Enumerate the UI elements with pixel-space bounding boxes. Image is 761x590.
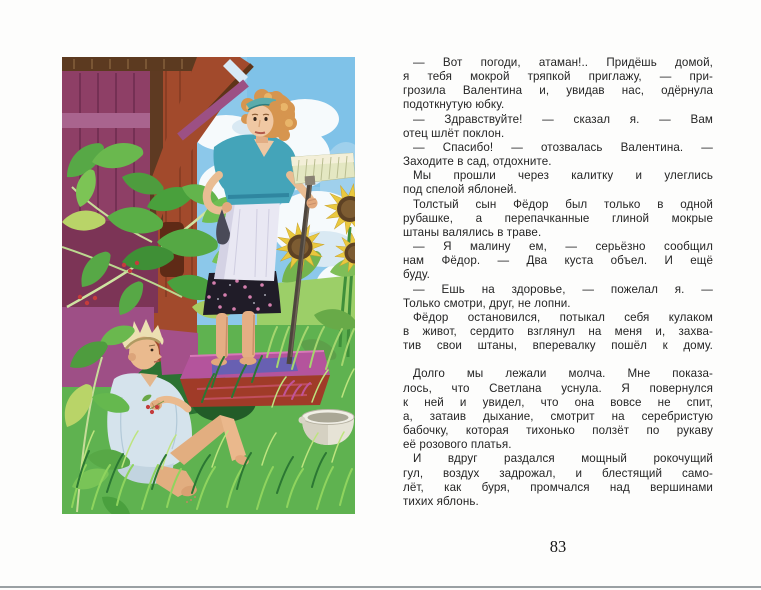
text-line: нам Фёдор. — Два куста объел. И ещё (403, 254, 713, 268)
book-illustration (62, 57, 355, 514)
text-line: её розового платья. (403, 438, 512, 452)
text-line: Фёдор остановился, потыкал себя кулаком (413, 310, 713, 324)
text-line: к ней и увидел, что она вовсе не спит, (403, 395, 713, 409)
paragraph (403, 169, 713, 197)
paragraph (403, 283, 713, 311)
text-line: Только смотри, друг, не лопни. (403, 296, 571, 310)
text-line: — Здравствуйте! — сказал я. — Вам (413, 112, 713, 126)
barn-door (62, 69, 154, 221)
text-line: гул, воздух задрожал, и блестящий само- (403, 466, 713, 480)
text-line: штаны валялись в траве. (403, 225, 542, 239)
page-number: 83 (549, 537, 567, 556)
text-line: бабочку, которая тихонько ползёт по рукаву (403, 424, 713, 438)
text-line: — Вот погоди, атаман!.. Придёшь домой, (413, 56, 713, 69)
text-line: буду. (403, 268, 430, 282)
text-line: — Спасибо! — отозвалась Валентина. — (413, 140, 713, 154)
paragraph (403, 198, 713, 240)
text-line: в живот, сердито взглянул на меня и, захва- (403, 324, 713, 338)
paragraph (403, 240, 713, 282)
text-line: под спелой яблоней. (403, 183, 517, 197)
paragraph (403, 141, 713, 169)
text-line: рубашке, а перепачканные глиной мокрые (403, 211, 713, 225)
text-line: лёт, как буря, промчался над вершинами (403, 480, 713, 494)
text-line: Толстый сын Фёдор был только в одной (413, 197, 713, 211)
paragraph (403, 367, 713, 452)
text-line: — Ешь на здоровье, — пожелал я. — (413, 282, 713, 296)
text-line: лось, что Светлана уснула. Я повернулся (403, 381, 713, 395)
illustration-canvas (62, 57, 355, 514)
paragraph (403, 311, 713, 353)
page-bottom-divider (0, 586, 761, 588)
text-line: Заходите в сад, отдохните. (403, 155, 552, 169)
text-line: Мы прошли через калитку и улеглись (413, 169, 713, 183)
text-line: Долго мы лежали молча. Мне показа- (413, 367, 713, 381)
paragraph (403, 56, 713, 113)
story-text (403, 56, 713, 509)
text-line: тихих яблонь. (403, 494, 479, 508)
paragraph (403, 113, 713, 141)
text-line: а, затаив дыхание, смотрит на серебристую (403, 409, 713, 423)
paragraph (403, 452, 713, 509)
text-line: — Я малину ем, — серьёзно сообщил (413, 240, 713, 254)
text-line: И вдруг раздался мощный рокочущий (413, 452, 713, 466)
text-line: подоткнутую юбку. (403, 98, 505, 112)
text-line: грозила Валентина и, увидав нас, одёрнула (403, 84, 713, 98)
text-line: я тебя мокрой тряпкой приглажу, — при- (403, 70, 713, 84)
text-line: тив свои штаны, вперевалку пошёл к дому. (403, 339, 713, 353)
text-line: отец шлёт поклон. (403, 126, 505, 140)
